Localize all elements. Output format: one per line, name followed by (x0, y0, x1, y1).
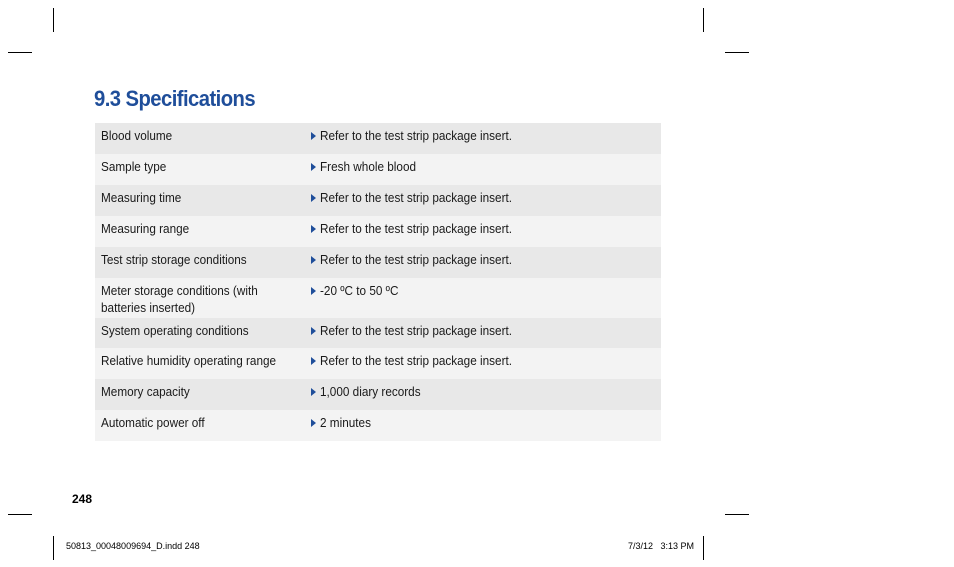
triangle-bullet-icon (311, 327, 316, 335)
table-row (95, 185, 661, 216)
triangle-bullet-icon (311, 357, 316, 365)
page-number: 248 (72, 492, 93, 506)
spec-label: Automatic power off (101, 416, 205, 430)
spec-label: Measuring time (101, 191, 182, 205)
footer-date-time: 7/3/12 3:13 PM (628, 541, 695, 551)
specifications-table (95, 123, 661, 441)
triangle-bullet-icon (311, 225, 316, 233)
table-row (95, 216, 661, 247)
spec-label: Memory capacity (101, 385, 190, 399)
spec-label: Measuring range (101, 222, 190, 236)
triangle-bullet-icon (311, 132, 316, 140)
spec-value: -20 ºC to 50 ºC (311, 278, 661, 318)
spec-label: Blood volume (101, 129, 173, 143)
spec-value: Refer to the test strip package insert. (311, 247, 661, 278)
table-row (95, 379, 661, 410)
triangle-bullet-icon (311, 194, 316, 202)
spec-value: Refer to the test strip package insert. (311, 318, 661, 348)
table-row (95, 348, 661, 379)
page-title: 9.3 Specifications (94, 86, 256, 111)
spec-value: Refer to the test strip package insert. (311, 123, 661, 154)
triangle-bullet-icon (311, 163, 316, 171)
spec-label: Test strip storage conditions (101, 253, 247, 267)
table-row (95, 247, 661, 278)
spec-value: Refer to the test strip package insert. (311, 216, 661, 247)
spec-value: Refer to the test strip package insert. (311, 348, 661, 379)
spec-label: System operating conditions (101, 324, 249, 338)
crop-mark-bottom-right-horizontal (725, 514, 749, 515)
triangle-bullet-icon (311, 388, 316, 396)
crop-mark-bottom-left-horizontal (8, 514, 32, 515)
crop-mark-bottom-right-vertical (703, 536, 704, 560)
spec-value: 1,000 diary records (311, 379, 661, 410)
spec-value: Refer to the test strip package insert. (311, 185, 661, 216)
crop-mark-top-left-horizontal (8, 52, 32, 53)
crop-mark-top-right-vertical (703, 8, 704, 32)
triangle-bullet-icon (311, 287, 316, 295)
footer-file-info: 50813_00048009694_D.indd 248 (66, 541, 200, 551)
spec-value: Fresh whole blood (311, 154, 661, 185)
table-row (95, 278, 661, 318)
triangle-bullet-icon (311, 419, 316, 427)
spec-label: Sample type (101, 160, 167, 174)
spec-value: 2 minutes (311, 410, 661, 441)
triangle-bullet-icon (311, 256, 316, 264)
crop-mark-top-left-vertical (53, 8, 54, 32)
table-row (95, 123, 661, 154)
table-row (95, 154, 661, 185)
crop-mark-bottom-left-vertical (53, 536, 54, 560)
spec-label: Meter storage conditions (with batteries inserted) (101, 284, 258, 315)
crop-mark-top-right-horizontal (725, 52, 749, 53)
table-row (95, 410, 661, 441)
spec-label: Relative humidity operating range (101, 354, 277, 368)
table-row (95, 318, 661, 348)
